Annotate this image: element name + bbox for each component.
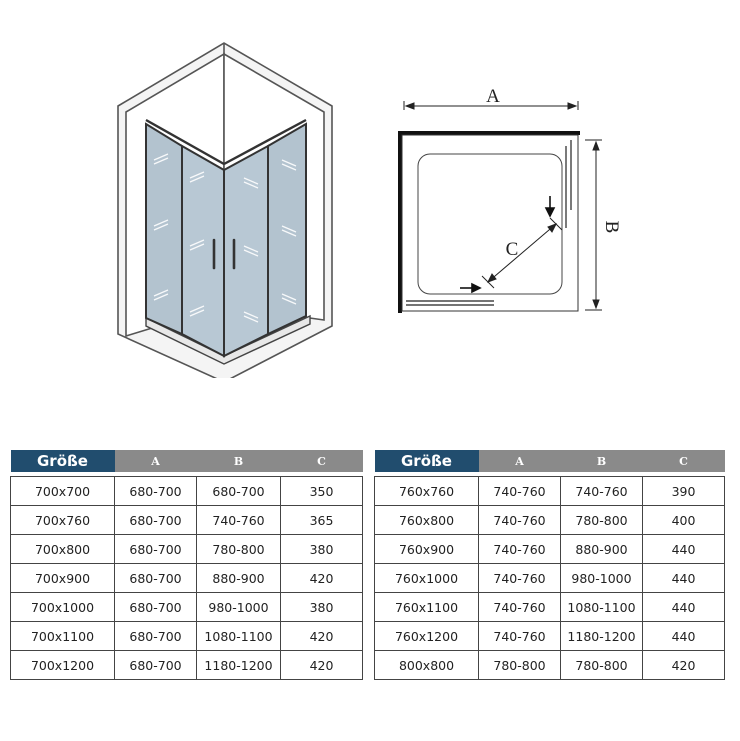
cell-c: 420	[281, 564, 363, 593]
dimension-b-label: B	[601, 220, 622, 234]
cell-size: 700x1200	[11, 651, 115, 680]
table-row	[375, 535, 725, 564]
plan-walls	[398, 131, 580, 313]
header-b: B	[197, 450, 281, 472]
cell-a: 740-760	[479, 535, 561, 564]
cell-size: 760x1000	[375, 564, 479, 593]
size-table-right	[374, 450, 725, 680]
cell-a: 680-700	[115, 593, 197, 622]
cell-size: 760x1200	[375, 622, 479, 651]
table-row	[11, 477, 363, 506]
dimension-c-label: C	[505, 239, 519, 260]
cell-size: 760x800	[375, 506, 479, 535]
table-row	[11, 651, 363, 680]
header-b: B	[561, 450, 643, 472]
cell-b: 780-800	[561, 651, 643, 680]
table-row	[11, 535, 363, 564]
table-row	[375, 564, 725, 593]
cell-size: 700x700	[11, 477, 115, 506]
cell-c: 420	[281, 622, 363, 651]
cell-c: 380	[281, 593, 363, 622]
header-a: A	[479, 450, 561, 472]
dimension-plan	[380, 78, 630, 338]
table-header-row	[375, 450, 725, 472]
cell-c: 440	[643, 593, 725, 622]
cell-b: 980-1000	[561, 564, 643, 593]
cell-b: 980-1000	[197, 593, 281, 622]
cell-c: 440	[643, 535, 725, 564]
dimension-c-line	[482, 218, 562, 288]
table-row	[375, 622, 725, 651]
cell-a: 740-760	[479, 564, 561, 593]
cell-size: 800x800	[375, 651, 479, 680]
cell-a: 740-760	[479, 506, 561, 535]
dimension-a-label: A	[486, 86, 500, 107]
cell-c: 440	[643, 564, 725, 593]
header-size: Größe	[11, 450, 115, 472]
cell-b: 780-800	[197, 535, 281, 564]
cell-a: 680-700	[115, 535, 197, 564]
cell-c: 380	[281, 535, 363, 564]
table-header-row	[11, 450, 363, 472]
header-size: Größe	[375, 450, 479, 472]
cell-b: 880-900	[561, 535, 643, 564]
cell-size: 700x1100	[11, 622, 115, 651]
cell-size: 700x1000	[11, 593, 115, 622]
cell-b: 1180-1200	[561, 622, 643, 651]
cell-c: 390	[643, 477, 725, 506]
table-row	[11, 564, 363, 593]
cell-size: 700x760	[11, 506, 115, 535]
cell-a: 740-760	[479, 477, 561, 506]
tray-outline	[418, 154, 562, 294]
cell-c: 350	[281, 477, 363, 506]
cell-a: 740-760	[479, 622, 561, 651]
table-row	[11, 622, 363, 651]
cell-a: 680-700	[115, 477, 197, 506]
cell-c: 365	[281, 506, 363, 535]
table-row	[11, 593, 363, 622]
cell-b: 1080-1100	[561, 593, 643, 622]
table-row	[375, 506, 725, 535]
cell-a: 680-700	[115, 564, 197, 593]
cell-size: 760x760	[375, 477, 479, 506]
shower-enclosure-illustration	[100, 38, 350, 378]
header-c: C	[281, 450, 363, 472]
cell-b: 780-800	[561, 506, 643, 535]
cell-c: 420	[643, 651, 725, 680]
cell-b: 740-760	[561, 477, 643, 506]
cell-b: 740-760	[197, 506, 281, 535]
table-row	[11, 506, 363, 535]
cell-b: 680-700	[197, 477, 281, 506]
cell-size: 760x1100	[375, 593, 479, 622]
size-table-left	[10, 450, 363, 680]
cell-c: 400	[643, 506, 725, 535]
cell-a: 680-700	[115, 506, 197, 535]
cell-c: 440	[643, 622, 725, 651]
table-row	[375, 477, 725, 506]
cell-b: 1180-1200	[197, 651, 281, 680]
cell-a: 740-760	[479, 593, 561, 622]
cell-size: 700x800	[11, 535, 115, 564]
header-c: C	[643, 450, 725, 472]
cell-size: 700x900	[11, 564, 115, 593]
cell-b: 880-900	[197, 564, 281, 593]
cell-a: 680-700	[115, 651, 197, 680]
cell-b: 1080-1100	[197, 622, 281, 651]
cell-size: 760x900	[375, 535, 479, 564]
cell-a: 780-800	[479, 651, 561, 680]
header-a: A	[115, 450, 197, 472]
dimension-b-line	[585, 140, 602, 310]
table-row	[375, 593, 725, 622]
cell-c: 420	[281, 651, 363, 680]
table-row	[375, 651, 725, 680]
cell-a: 680-700	[115, 622, 197, 651]
